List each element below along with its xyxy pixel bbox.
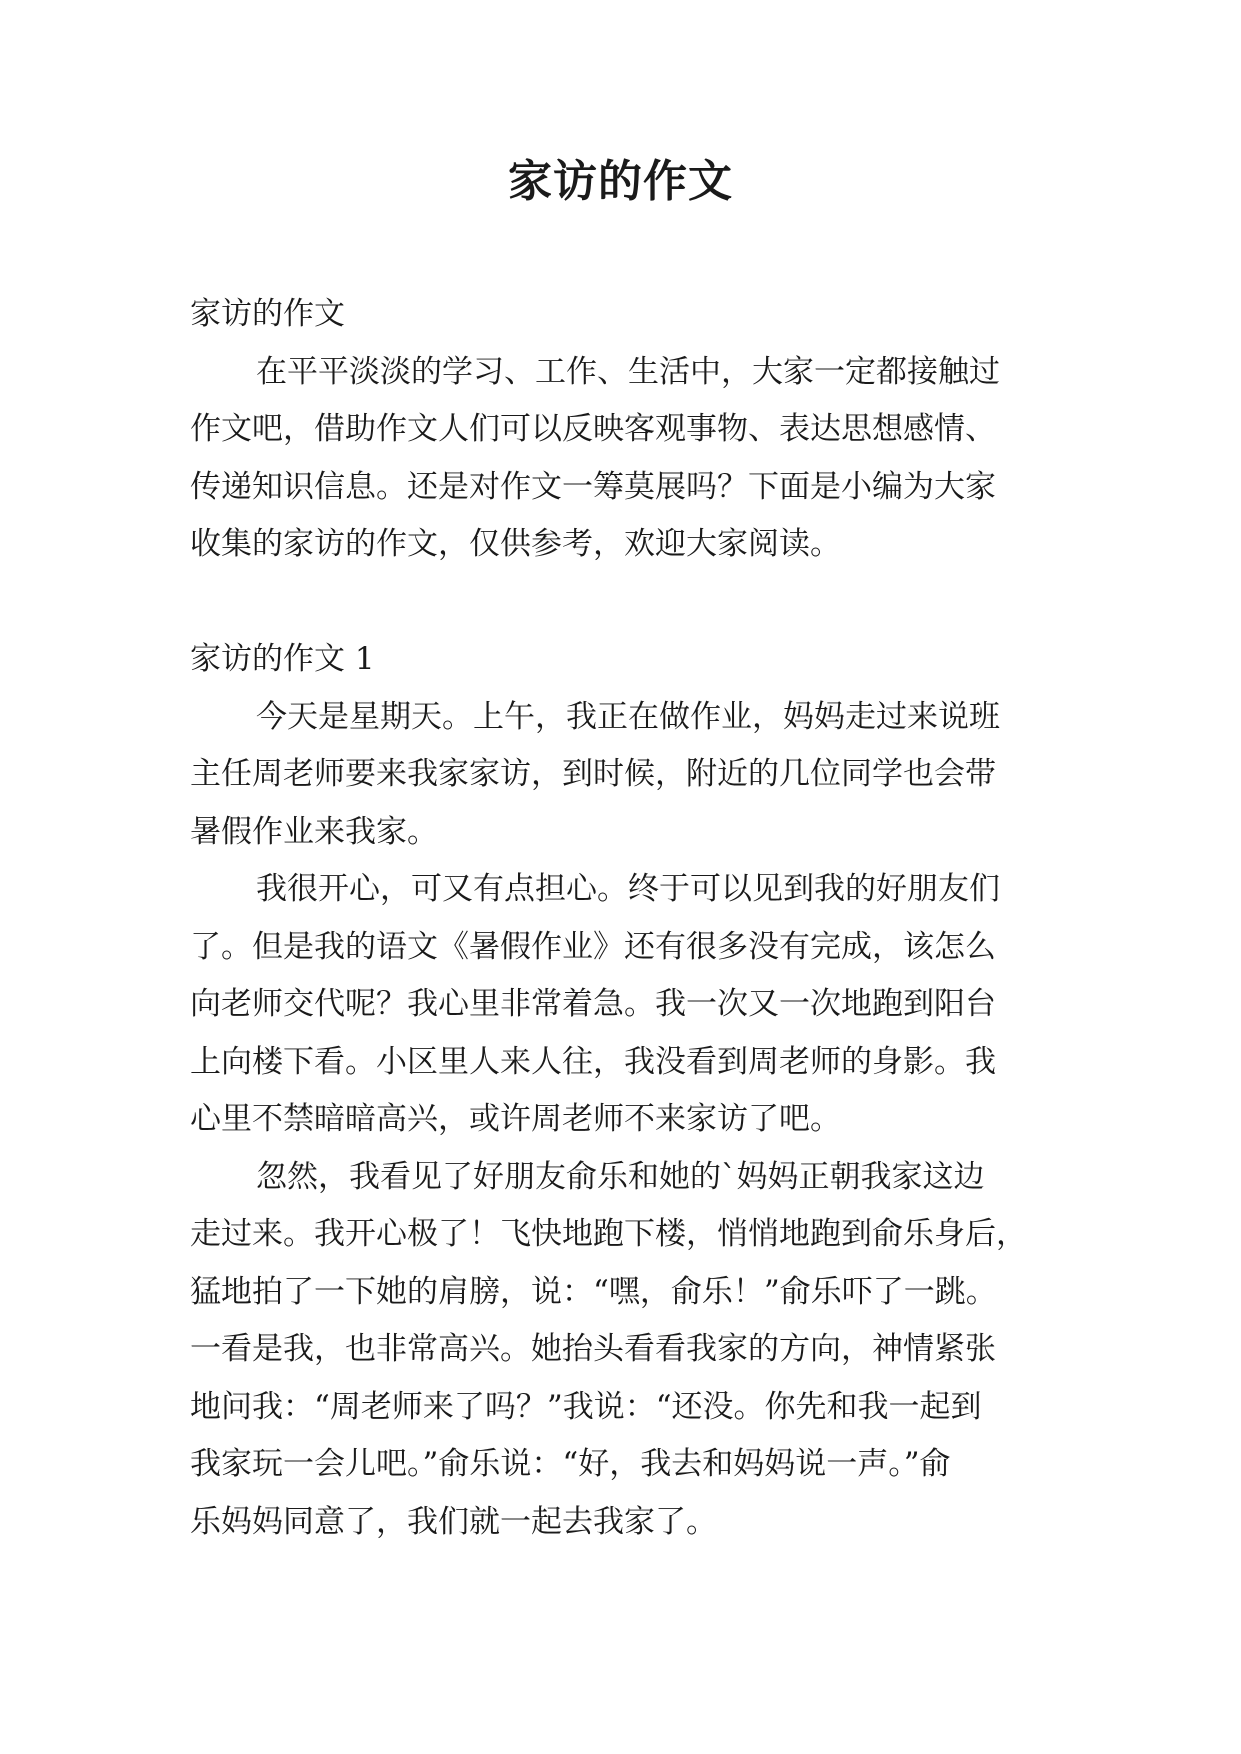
intro-line: 在平平淡淡的学习、工作、生活中，大家一定都接触过 xyxy=(256,353,1000,390)
paragraph-1 xyxy=(190,689,1070,862)
paragraph-line: 我家玩一会儿吧。”俞乐说：“好，我去和妈妈说一声。”俞 xyxy=(190,1446,951,1482)
paragraph-line: 乐妈妈同意了，我们就一起去我家了。 xyxy=(190,1503,717,1540)
intro-paragraph xyxy=(190,344,1070,574)
paragraph-line: 心里不禁暗暗高兴，或许周老师不来家访了吧。 xyxy=(190,1101,841,1137)
paragraph-line: 了。但是我的语文《暑假作业》还有很多没有完成，该怎么 xyxy=(190,928,996,965)
paragraph-line: 猛地拍了一下她的肩膀，说：“嘿，俞乐！”俞乐吓了一跳。 xyxy=(190,1273,997,1310)
paragraph-line: 我很开心，可又有点担心。终于可以见到我的好朋友们 xyxy=(256,871,1000,907)
section-heading: 家访的作文 1 xyxy=(190,641,375,677)
document-body xyxy=(190,286,1070,1551)
paragraph-2 xyxy=(190,861,1070,1149)
intro-line: 收集的家访的作文，仅供参考，欢迎大家阅读。 xyxy=(190,526,841,562)
subtitle: 家访的作文 xyxy=(190,296,345,332)
document-title: 家访的作文 xyxy=(508,156,733,207)
intro-line: 作文吧，借助作文人们可以反映客观事物、表达思想感情、 xyxy=(190,411,996,447)
paragraph-line: 走过来。我开心极了！飞快地跑下楼，悄悄地跑到俞乐身后， xyxy=(190,1216,1027,1252)
intro-line: 传递知识信息。还是对作文一筹莫展吗？下面是小编为大家 xyxy=(190,468,996,505)
paragraph-line: 地问我：“周老师来了吗？”我说：“还没。你先和我一起到 xyxy=(190,1388,982,1425)
paragraph-line: 忽然，我看见了好朋友俞乐和她的`妈妈正朝我家这边 xyxy=(256,1158,985,1195)
paragraph-line: 一看是我，也非常高兴。她抬头看看我家的方向，神情紧张 xyxy=(190,1331,996,1367)
paragraph-line: 向老师交代呢？我心里非常着急。我一次又一次地跑到阳台 xyxy=(190,986,996,1022)
paragraph-line: 暑假作业来我家。 xyxy=(190,813,438,850)
paragraph-line: 今天是星期天。上午，我正在做作业，妈妈走过来说班 xyxy=(256,698,1000,735)
blank-line xyxy=(190,574,1070,632)
paragraph-3 xyxy=(190,1149,1070,1552)
paragraph-line: 上向楼下看。小区里人来人往，我没看到周老师的身影。我 xyxy=(190,1043,996,1080)
paragraph-line: 主任周老师要来我家家访，到时候，附近的几位同学也会带 xyxy=(190,756,996,792)
